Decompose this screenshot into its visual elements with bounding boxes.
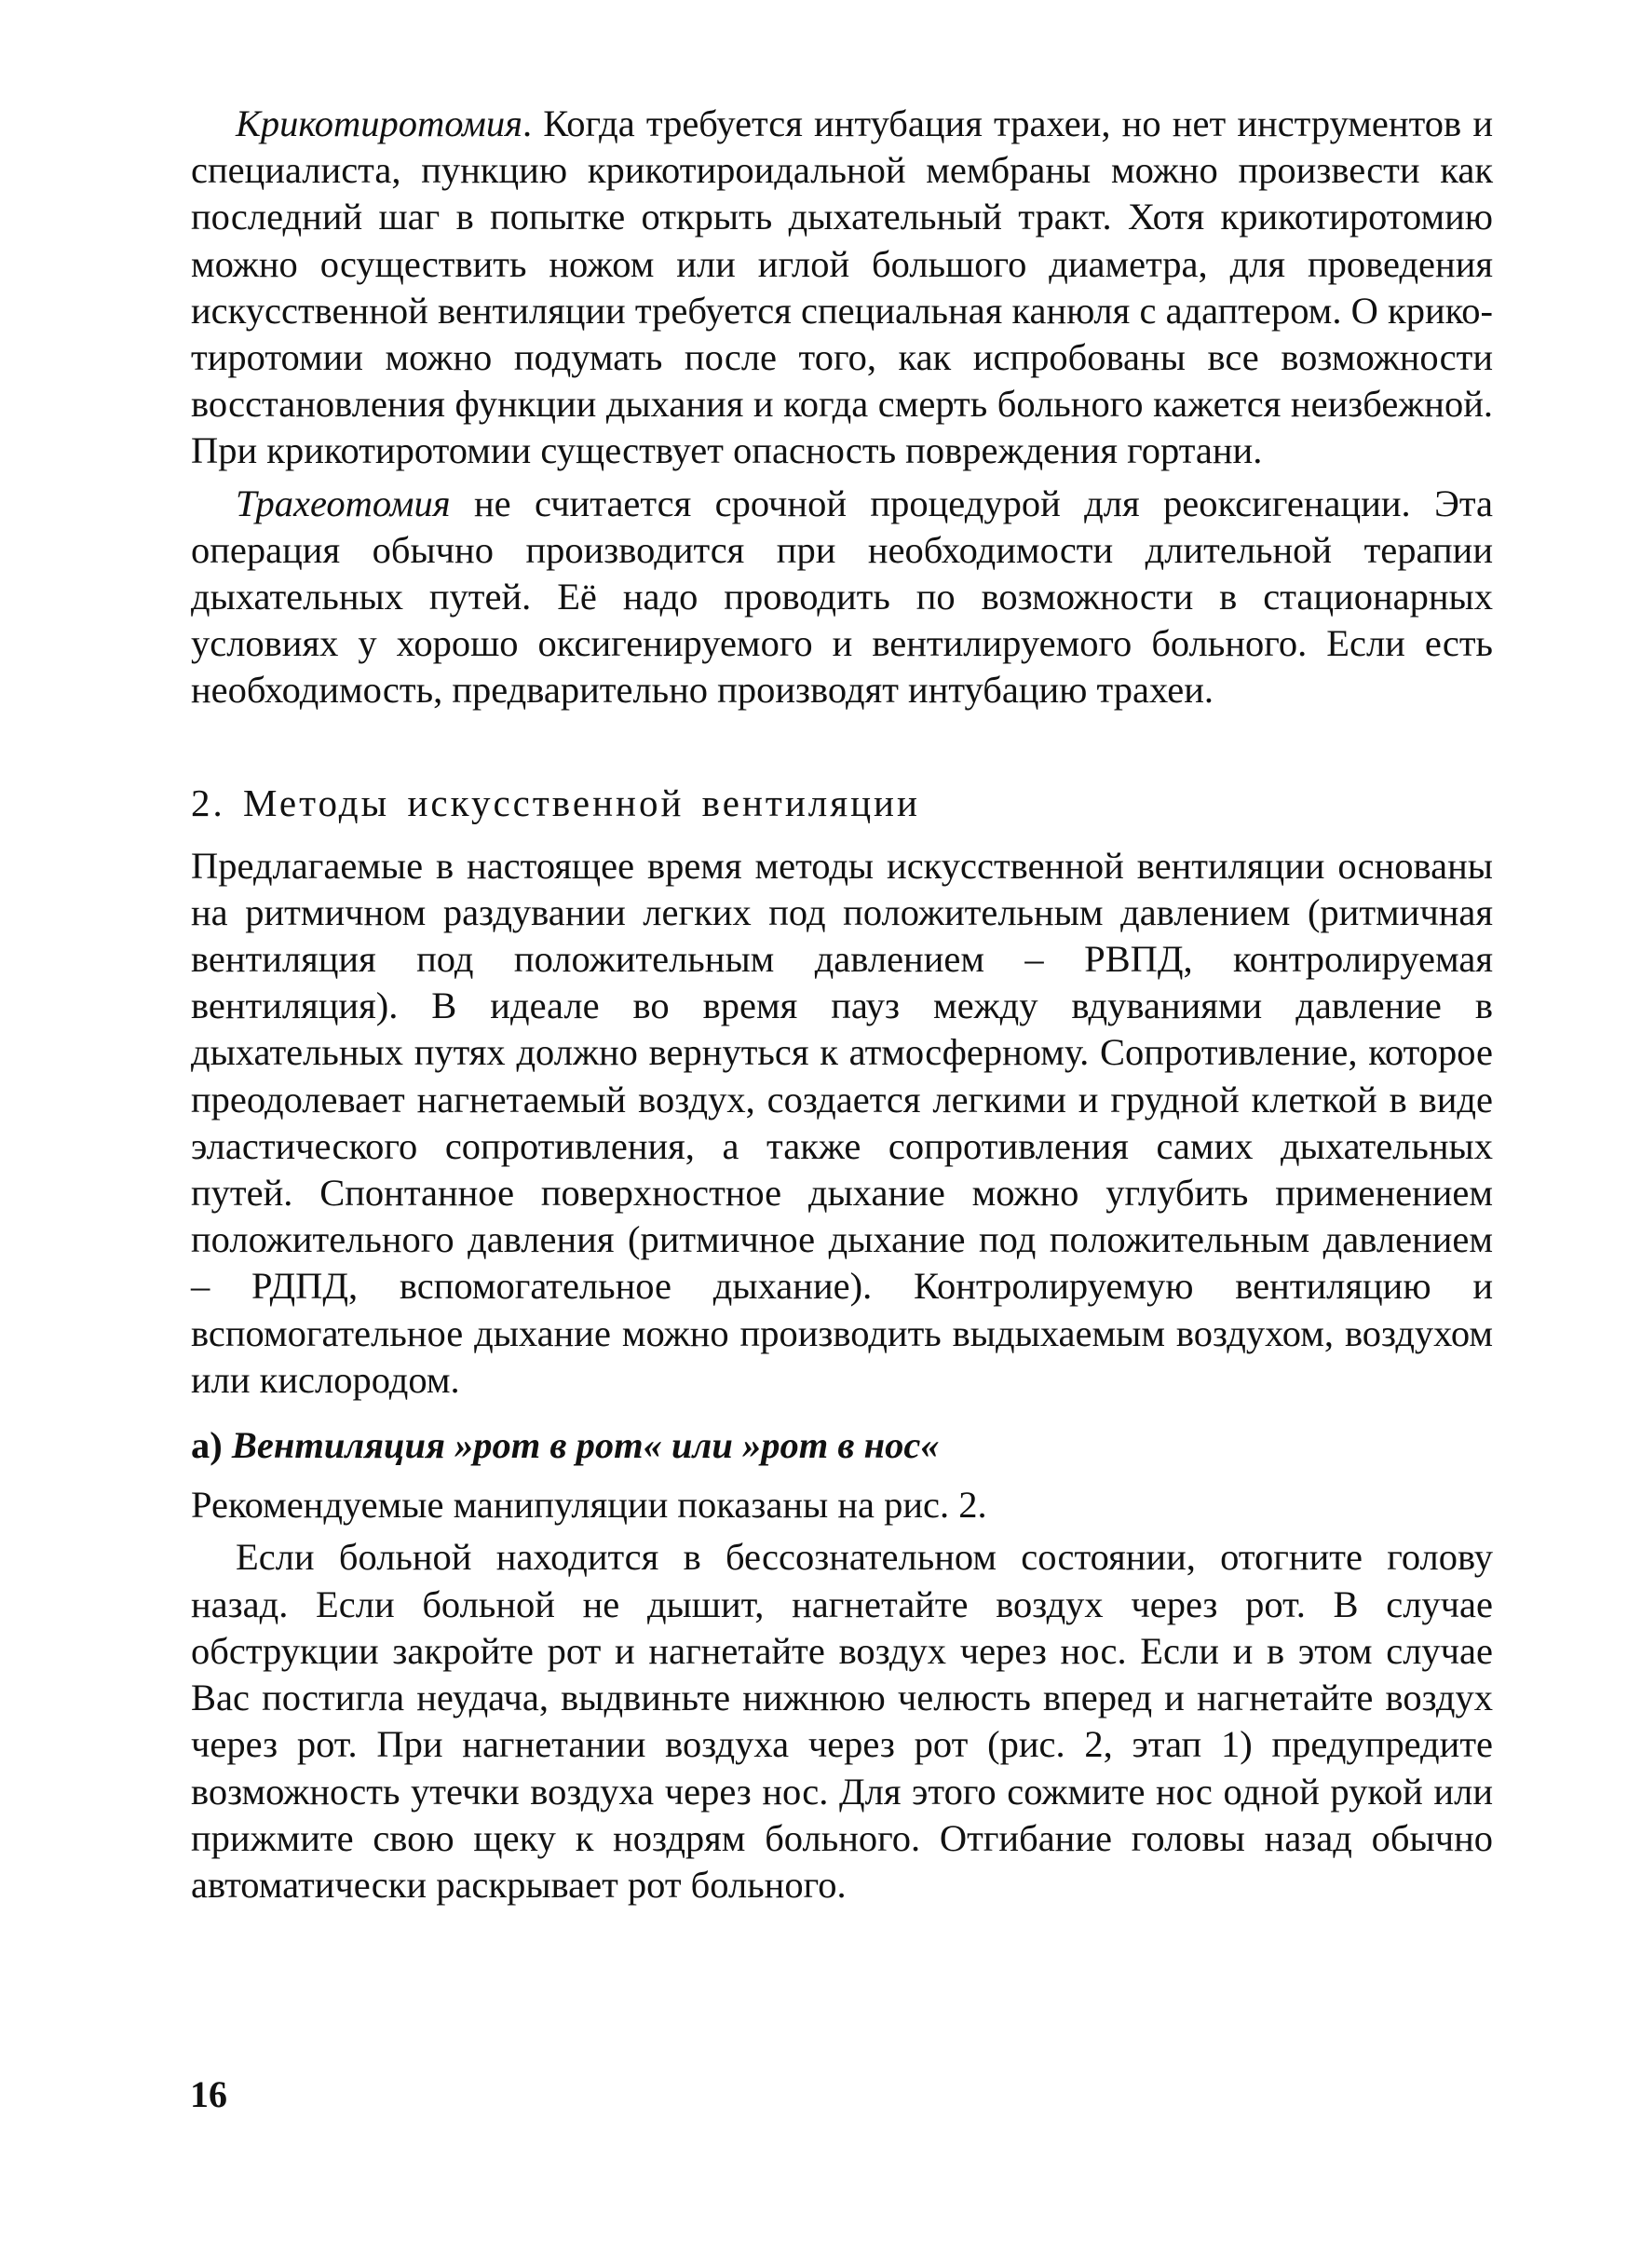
subheading-title: Вентиляция »рот в рот« или »рот в нос« [231,1424,940,1467]
paragraph-instructions: Если больной находится в бессознательном состоянии, отогните голову назад. Если больной не дышит, нагнетайте воздух через рот. В случае обструкции закройте рот и нагнетайте воздух через нос. Если и в этом случае Вас постигла неудача, выдвиньте нижнюю челюсть вперед и нагнетайте воздух через рот. При нагнетании воздуха через рот (рис. 2, этап 1) предупредите возможность утечки воздуха через нос. Для этого сожмите нос одной рукой или прижмите свою щеку к ноздрям больного. Отгибание головы назад обычно автоматически раскрывает рот больного. [191,1536,1493,1906]
subheading [191,1422,1493,1469]
paragraph-recommended: Рекомендуемые манипуляции показаны на рис. 2. [191,1484,987,1527]
term-cricothyrotomy: Крикотиротомия [236,102,522,144]
paragraph-tracheotomy [191,481,1493,714]
section-heading: 2. Методы искусственной вентиляции [191,781,920,824]
paragraph-ventilation-methods: Предлагаемые в настоящее время методы искусственной вентиляции основаны на ритмичном раздувании легких под положительным давлением (ритмичная вентиляция под положительным давлением – РВПД, контролируемая вентиляция). В идеале во время пауз между вдуваниями давление в дыхательных путях должно вернуться к атмосферному. Сопротивление, которое преодолевает нагнетаемый воздух, создается легкими и грудной клеткой в виде эластического сопротивления, а также сопротивления самих дыхательных путей. Спонтанное поверхностное дыхание можно углубить применением положительного давления (ритмичное дыхание под положительным давлением – РДПД, вспомогательное дыхание). Контролируемую вентиляцию и вспомогательное дыхание можно производить выдыхаемым воздухом, воздухом или кислородом. [191,844,1493,1401]
paragraph-text: не считается срочной процедурой для реоксигенации. Эта операция обычно производится при необходимости длительной терапии дыхательных путей. Её надо проводить по возможности в стационарных условиях у хорошо оксигенируемого и вентилируемого больного. Если есть необходимость, предварительно производят интубацию трахеи. [191,482,1493,712]
paragraph-text: . Когда требуется интубация трахеи, но нет инструментов и специалиста, пункцию крикотироидальной мембраны можно произвести как последний шаг в попытке открыть дыхательный тракт. Хотя крикотиротомию можно осуществить ножом или иглой большого диаметра, для проведения искусственной вентиляции требуется специальная канюля с адаптером. О крико-тиротомии можно подумать после того, как испробованы все возможности восстановления функции дыхания и когда смерть больного кажется неизбежной. При крикотиротомии существует опасность повреждения гортани. [191,102,1493,472]
page-body [191,101,1493,1908]
term-tracheotomy: Трахеотомия [236,482,451,524]
paragraph-cricothyrotomy [191,101,1493,475]
subheading-marker: а) [191,1424,223,1467]
page-number: 16 [190,2073,227,2115]
